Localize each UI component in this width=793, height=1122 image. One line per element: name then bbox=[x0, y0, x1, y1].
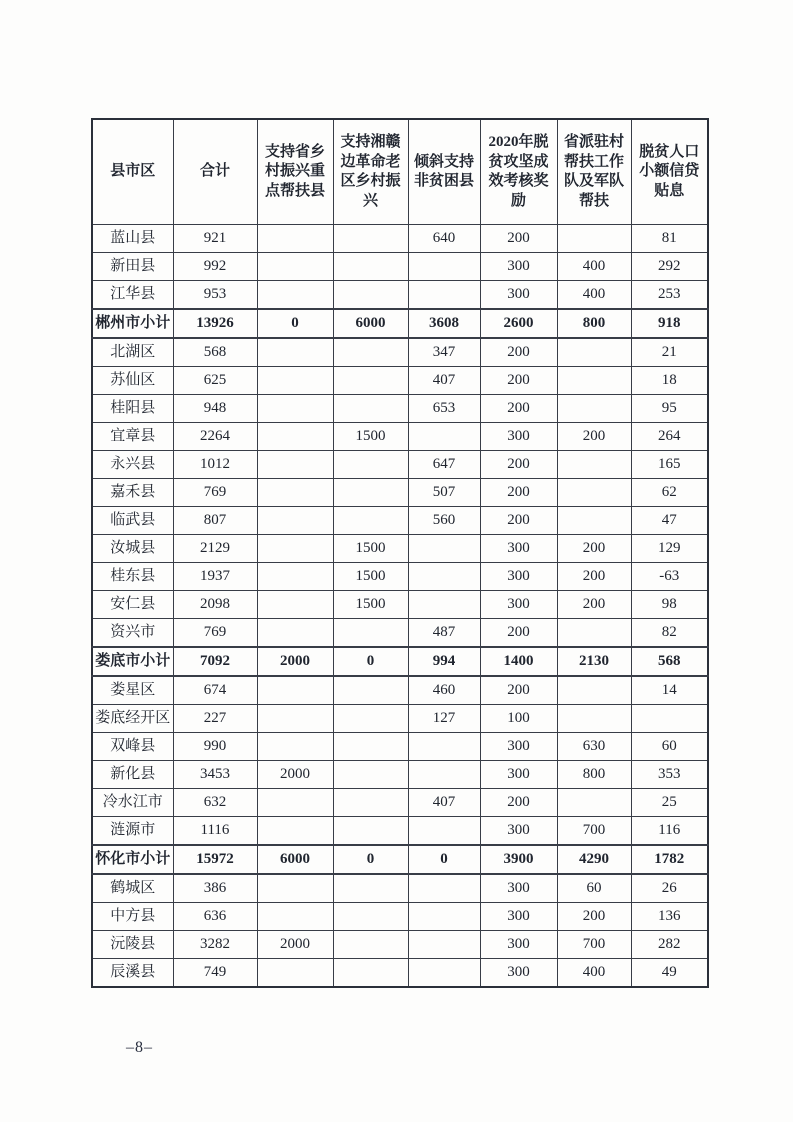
value-cell bbox=[257, 535, 333, 563]
value-cell: 300 bbox=[480, 874, 557, 903]
value-cell: 300 bbox=[480, 733, 557, 761]
value-cell: 0 bbox=[408, 845, 480, 874]
table-row bbox=[92, 479, 708, 507]
column-header-1: 合计 bbox=[173, 119, 257, 225]
value-cell bbox=[557, 479, 631, 507]
county-name-cell: 苏仙区 bbox=[92, 367, 173, 395]
value-cell bbox=[333, 367, 408, 395]
value-cell: 4290 bbox=[557, 845, 631, 874]
value-cell: 769 bbox=[173, 479, 257, 507]
value-cell: 227 bbox=[173, 705, 257, 733]
table-row bbox=[92, 563, 708, 591]
value-cell: 18 bbox=[631, 367, 708, 395]
value-cell: 47 bbox=[631, 507, 708, 535]
value-cell: 3608 bbox=[408, 309, 480, 338]
value-cell: 200 bbox=[480, 338, 557, 367]
value-cell: 407 bbox=[408, 789, 480, 817]
value-cell bbox=[557, 676, 631, 705]
value-cell bbox=[333, 705, 408, 733]
value-cell bbox=[557, 451, 631, 479]
county-name-cell: 涟源市 bbox=[92, 817, 173, 846]
column-header-4: 倾斜支持非贫困县 bbox=[408, 119, 480, 225]
subtotal-row bbox=[92, 309, 708, 338]
table-row bbox=[92, 535, 708, 563]
value-cell: 630 bbox=[557, 733, 631, 761]
table-header-row bbox=[92, 119, 708, 225]
county-name-cell: 娄底经开区 bbox=[92, 705, 173, 733]
value-cell: 98 bbox=[631, 591, 708, 619]
value-cell bbox=[333, 931, 408, 959]
county-name-cell: 汝城县 bbox=[92, 535, 173, 563]
value-cell bbox=[333, 676, 408, 705]
value-cell: 625 bbox=[173, 367, 257, 395]
value-cell bbox=[557, 367, 631, 395]
value-cell: 568 bbox=[631, 647, 708, 676]
value-cell bbox=[257, 451, 333, 479]
county-name-cell: 江华县 bbox=[92, 281, 173, 310]
value-cell: 2129 bbox=[173, 535, 257, 563]
value-cell: 200 bbox=[557, 591, 631, 619]
value-cell: 807 bbox=[173, 507, 257, 535]
value-cell: 2264 bbox=[173, 423, 257, 451]
table-header bbox=[92, 119, 708, 225]
value-cell: 1937 bbox=[173, 563, 257, 591]
value-cell bbox=[257, 817, 333, 846]
value-cell: 647 bbox=[408, 451, 480, 479]
value-cell: 200 bbox=[480, 225, 557, 253]
table-row bbox=[92, 903, 708, 931]
value-cell bbox=[257, 789, 333, 817]
county-name-cell: 冷水江市 bbox=[92, 789, 173, 817]
value-cell bbox=[333, 395, 408, 423]
funding-allocation-table bbox=[91, 118, 709, 988]
value-cell: 127 bbox=[408, 705, 480, 733]
subtotal-row bbox=[92, 845, 708, 874]
value-cell bbox=[333, 281, 408, 310]
value-cell: 700 bbox=[557, 817, 631, 846]
value-cell: 560 bbox=[408, 507, 480, 535]
county-name-cell: 临武县 bbox=[92, 507, 173, 535]
table-row bbox=[92, 959, 708, 988]
value-cell: 0 bbox=[333, 647, 408, 676]
county-name-cell: 中方县 bbox=[92, 903, 173, 931]
value-cell bbox=[557, 338, 631, 367]
value-cell: 674 bbox=[173, 676, 257, 705]
value-cell bbox=[408, 761, 480, 789]
value-cell: 800 bbox=[557, 761, 631, 789]
value-cell bbox=[333, 903, 408, 931]
value-cell: 2000 bbox=[257, 647, 333, 676]
value-cell bbox=[257, 395, 333, 423]
value-cell: 282 bbox=[631, 931, 708, 959]
value-cell: 300 bbox=[480, 563, 557, 591]
county-name-cell: 鹤城区 bbox=[92, 874, 173, 903]
value-cell: 632 bbox=[173, 789, 257, 817]
table-row bbox=[92, 507, 708, 535]
value-cell bbox=[257, 423, 333, 451]
value-cell: 948 bbox=[173, 395, 257, 423]
value-cell bbox=[408, 281, 480, 310]
table-row bbox=[92, 225, 708, 253]
value-cell: 1500 bbox=[333, 563, 408, 591]
county-name-cell: 双峰县 bbox=[92, 733, 173, 761]
county-name-cell: 新化县 bbox=[92, 761, 173, 789]
column-header-3: 支持湘赣边革命老区乡村振兴 bbox=[333, 119, 408, 225]
value-cell bbox=[333, 789, 408, 817]
value-cell bbox=[408, 733, 480, 761]
county-name-cell: 桂阳县 bbox=[92, 395, 173, 423]
value-cell: 3900 bbox=[480, 845, 557, 874]
value-cell: 921 bbox=[173, 225, 257, 253]
value-cell bbox=[408, 253, 480, 281]
value-cell bbox=[257, 507, 333, 535]
county-name-cell: 宜章县 bbox=[92, 423, 173, 451]
value-cell: 62 bbox=[631, 479, 708, 507]
value-cell: 15972 bbox=[173, 845, 257, 874]
value-cell: 200 bbox=[480, 789, 557, 817]
value-cell: 253 bbox=[631, 281, 708, 310]
value-cell: 3282 bbox=[173, 931, 257, 959]
value-cell: 0 bbox=[257, 309, 333, 338]
county-name-cell: 新田县 bbox=[92, 253, 173, 281]
value-cell bbox=[408, 423, 480, 451]
value-cell: 2000 bbox=[257, 761, 333, 789]
value-cell: 200 bbox=[480, 451, 557, 479]
table-row bbox=[92, 338, 708, 367]
value-cell: 749 bbox=[173, 959, 257, 988]
table-row bbox=[92, 676, 708, 705]
value-cell: 1782 bbox=[631, 845, 708, 874]
value-cell bbox=[257, 591, 333, 619]
column-header-7: 脱贫人口小额信贷贴息 bbox=[631, 119, 708, 225]
value-cell: 25 bbox=[631, 789, 708, 817]
value-cell: 81 bbox=[631, 225, 708, 253]
value-cell: 400 bbox=[557, 959, 631, 988]
table-row bbox=[92, 423, 708, 451]
county-name-cell: 桂东县 bbox=[92, 563, 173, 591]
value-cell: 1500 bbox=[333, 591, 408, 619]
value-cell: 200 bbox=[557, 535, 631, 563]
value-cell: 200 bbox=[480, 479, 557, 507]
value-cell: 487 bbox=[408, 619, 480, 648]
value-cell: 6000 bbox=[257, 845, 333, 874]
value-cell bbox=[257, 903, 333, 931]
table-row bbox=[92, 253, 708, 281]
value-cell: 292 bbox=[631, 253, 708, 281]
value-cell: 60 bbox=[631, 733, 708, 761]
value-cell bbox=[333, 959, 408, 988]
value-cell bbox=[408, 931, 480, 959]
value-cell bbox=[257, 874, 333, 903]
table-body bbox=[92, 225, 708, 988]
value-cell: 3453 bbox=[173, 761, 257, 789]
county-name-cell: 资兴市 bbox=[92, 619, 173, 648]
value-cell: 460 bbox=[408, 676, 480, 705]
value-cell: 129 bbox=[631, 535, 708, 563]
county-name-cell: 辰溪县 bbox=[92, 959, 173, 988]
value-cell: 300 bbox=[480, 591, 557, 619]
table-row bbox=[92, 789, 708, 817]
value-cell: 7092 bbox=[173, 647, 257, 676]
value-cell: 49 bbox=[631, 959, 708, 988]
value-cell bbox=[333, 733, 408, 761]
value-cell bbox=[408, 535, 480, 563]
value-cell: 507 bbox=[408, 479, 480, 507]
value-cell bbox=[333, 225, 408, 253]
value-cell bbox=[408, 903, 480, 931]
value-cell bbox=[557, 789, 631, 817]
value-cell: 407 bbox=[408, 367, 480, 395]
value-cell: 2098 bbox=[173, 591, 257, 619]
table-row bbox=[92, 874, 708, 903]
value-cell: 300 bbox=[480, 253, 557, 281]
value-cell: 300 bbox=[480, 817, 557, 846]
value-cell: 116 bbox=[631, 817, 708, 846]
value-cell: 200 bbox=[480, 367, 557, 395]
value-cell bbox=[333, 874, 408, 903]
value-cell: 1400 bbox=[480, 647, 557, 676]
value-cell bbox=[257, 338, 333, 367]
table-row bbox=[92, 395, 708, 423]
value-cell bbox=[257, 733, 333, 761]
county-name-cell: 蓝山县 bbox=[92, 225, 173, 253]
table-row bbox=[92, 281, 708, 310]
county-name-cell: 郴州市小计 bbox=[92, 309, 173, 338]
value-cell: 165 bbox=[631, 451, 708, 479]
value-cell bbox=[408, 874, 480, 903]
value-cell: 994 bbox=[408, 647, 480, 676]
value-cell: 347 bbox=[408, 338, 480, 367]
value-cell: 300 bbox=[480, 903, 557, 931]
value-cell: 990 bbox=[173, 733, 257, 761]
value-cell bbox=[333, 253, 408, 281]
value-cell bbox=[408, 959, 480, 988]
value-cell: 200 bbox=[480, 507, 557, 535]
value-cell: 400 bbox=[557, 281, 631, 310]
value-cell bbox=[408, 563, 480, 591]
value-cell: 953 bbox=[173, 281, 257, 310]
value-cell: 60 bbox=[557, 874, 631, 903]
value-cell: 386 bbox=[173, 874, 257, 903]
table-row bbox=[92, 367, 708, 395]
value-cell: 1500 bbox=[333, 535, 408, 563]
value-cell bbox=[557, 507, 631, 535]
value-cell bbox=[557, 705, 631, 733]
value-cell: 300 bbox=[480, 959, 557, 988]
value-cell bbox=[557, 395, 631, 423]
table-row bbox=[92, 931, 708, 959]
county-name-cell: 嘉禾县 bbox=[92, 479, 173, 507]
value-cell bbox=[333, 761, 408, 789]
county-name-cell: 北湖区 bbox=[92, 338, 173, 367]
value-cell: 0 bbox=[333, 845, 408, 874]
value-cell: 568 bbox=[173, 338, 257, 367]
value-cell bbox=[257, 225, 333, 253]
value-cell: 300 bbox=[480, 423, 557, 451]
value-cell bbox=[257, 253, 333, 281]
value-cell: 2130 bbox=[557, 647, 631, 676]
value-cell: 200 bbox=[557, 903, 631, 931]
value-cell bbox=[257, 676, 333, 705]
value-cell: 26 bbox=[631, 874, 708, 903]
value-cell bbox=[631, 705, 708, 733]
county-name-cell: 安仁县 bbox=[92, 591, 173, 619]
value-cell: 200 bbox=[480, 619, 557, 648]
value-cell: 1500 bbox=[333, 423, 408, 451]
value-cell: 636 bbox=[173, 903, 257, 931]
value-cell: 300 bbox=[480, 535, 557, 563]
page-number: –8– bbox=[126, 1039, 153, 1056]
county-name-cell: 娄底市小计 bbox=[92, 647, 173, 676]
value-cell bbox=[557, 619, 631, 648]
value-cell: 21 bbox=[631, 338, 708, 367]
value-cell: 82 bbox=[631, 619, 708, 648]
table-row bbox=[92, 619, 708, 648]
column-header-5: 2020年脱贫攻坚成效考核奖励 bbox=[480, 119, 557, 225]
county-name-cell: 娄星区 bbox=[92, 676, 173, 705]
column-header-2: 支持省乡村振兴重点帮扶县 bbox=[257, 119, 333, 225]
value-cell: 200 bbox=[557, 563, 631, 591]
value-cell: 800 bbox=[557, 309, 631, 338]
column-header-6: 省派驻村帮扶工作队及军队帮扶 bbox=[557, 119, 631, 225]
value-cell: 2000 bbox=[257, 931, 333, 959]
value-cell bbox=[257, 619, 333, 648]
value-cell bbox=[257, 959, 333, 988]
value-cell: 769 bbox=[173, 619, 257, 648]
value-cell: 14 bbox=[631, 676, 708, 705]
value-cell bbox=[333, 507, 408, 535]
county-name-cell: 永兴县 bbox=[92, 451, 173, 479]
county-name-cell: 沅陵县 bbox=[92, 931, 173, 959]
subtotal-row bbox=[92, 647, 708, 676]
value-cell bbox=[257, 479, 333, 507]
table-row bbox=[92, 451, 708, 479]
value-cell: 6000 bbox=[333, 309, 408, 338]
value-cell: 264 bbox=[631, 423, 708, 451]
value-cell bbox=[257, 705, 333, 733]
value-cell: 918 bbox=[631, 309, 708, 338]
value-cell: 653 bbox=[408, 395, 480, 423]
value-cell: 300 bbox=[480, 281, 557, 310]
value-cell: 353 bbox=[631, 761, 708, 789]
table-row bbox=[92, 817, 708, 846]
value-cell: 100 bbox=[480, 705, 557, 733]
value-cell: 136 bbox=[631, 903, 708, 931]
value-cell bbox=[557, 225, 631, 253]
value-cell bbox=[333, 619, 408, 648]
column-header-0: 县市区 bbox=[92, 119, 173, 225]
value-cell: 95 bbox=[631, 395, 708, 423]
value-cell bbox=[408, 817, 480, 846]
table-row bbox=[92, 733, 708, 761]
value-cell bbox=[333, 338, 408, 367]
value-cell: 200 bbox=[557, 423, 631, 451]
value-cell bbox=[333, 451, 408, 479]
value-cell: 13926 bbox=[173, 309, 257, 338]
value-cell: -63 bbox=[631, 563, 708, 591]
value-cell: 300 bbox=[480, 761, 557, 789]
value-cell: 1116 bbox=[173, 817, 257, 846]
table-row bbox=[92, 761, 708, 789]
value-cell bbox=[333, 479, 408, 507]
table-row bbox=[92, 591, 708, 619]
value-cell: 300 bbox=[480, 931, 557, 959]
value-cell: 1012 bbox=[173, 451, 257, 479]
value-cell: 200 bbox=[480, 395, 557, 423]
table-row bbox=[92, 705, 708, 733]
value-cell: 700 bbox=[557, 931, 631, 959]
value-cell bbox=[257, 563, 333, 591]
value-cell bbox=[257, 281, 333, 310]
value-cell bbox=[333, 817, 408, 846]
value-cell: 400 bbox=[557, 253, 631, 281]
value-cell: 992 bbox=[173, 253, 257, 281]
value-cell: 640 bbox=[408, 225, 480, 253]
value-cell bbox=[408, 591, 480, 619]
county-name-cell: 怀化市小计 bbox=[92, 845, 173, 874]
value-cell bbox=[257, 367, 333, 395]
value-cell: 200 bbox=[480, 676, 557, 705]
value-cell: 2600 bbox=[480, 309, 557, 338]
